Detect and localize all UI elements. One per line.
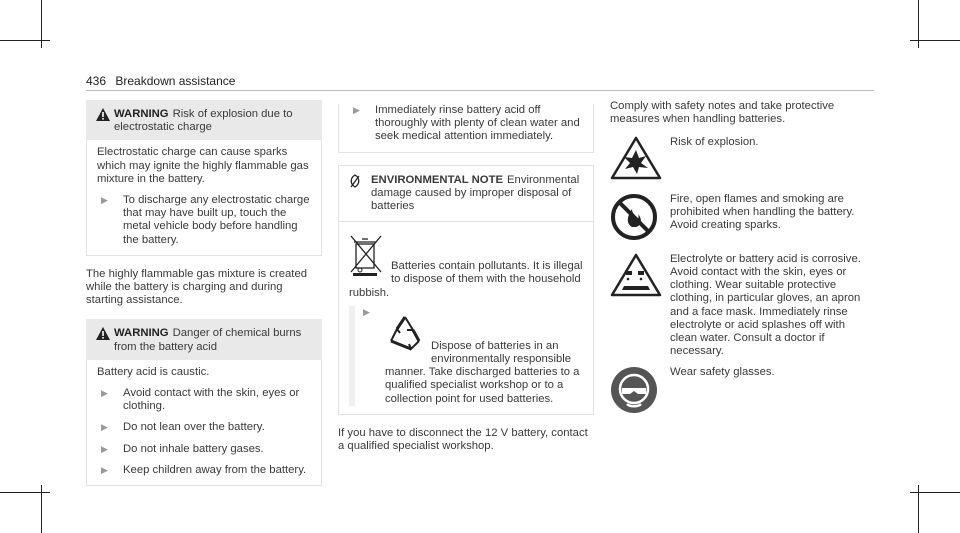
warning-text: Battery acid is caustic. xyxy=(97,365,210,378)
explosion-icon xyxy=(610,136,662,184)
column-3 xyxy=(610,100,874,427)
note-header xyxy=(338,165,594,223)
note-label: ENVIRONMENTAL NOTE xyxy=(371,173,504,186)
warning-body xyxy=(86,360,322,486)
safety-item: Wear safety glasses. xyxy=(610,366,874,418)
warning-text: Electrostatic charge can cause sparks which may ignite the highly flammable gas mixture in the battery. xyxy=(97,146,309,185)
warning-triangle-icon xyxy=(96,108,114,134)
list-item: ▶ Avoid contact with the skin, eyes or clothing. xyxy=(97,387,311,413)
crop-mark xyxy=(0,40,50,41)
note-body xyxy=(338,222,594,415)
corrosive-icon xyxy=(610,253,662,359)
header-rule xyxy=(86,90,874,91)
list-item: ▶ Do not inhale battery gases. xyxy=(97,443,311,456)
section-title: Breakdown assistance xyxy=(115,74,236,88)
column-2 xyxy=(338,100,594,453)
list-item: ▶ Immediately rinse battery acid off thoroughly with plenty of clean water and seek medical attention immediately. xyxy=(349,104,583,144)
page-header xyxy=(86,74,235,88)
warning-explosion xyxy=(86,100,322,256)
environment-leaf-icon xyxy=(349,174,371,214)
safety-item: Risk of explosion. xyxy=(610,136,874,184)
arrow-bullet-icon: ▶ xyxy=(101,422,108,433)
warning-continued xyxy=(338,104,594,153)
arrow-bullet-icon: ▶ xyxy=(101,443,108,454)
no-fire-icon xyxy=(610,193,662,245)
arrow-bullet-icon: ▶ xyxy=(101,388,108,399)
paragraph: Comply with safety notes and take protective measures when handling batteries. xyxy=(610,100,835,126)
paragraph: If you have to disconnect the 12 V battery, contact a qualified specialist workshop. xyxy=(338,426,588,453)
warning-title: Danger of chemical burns from the battery acid xyxy=(114,327,302,353)
warning-title: Risk of explosion due to electrostatic charge xyxy=(114,108,293,134)
list-item: ▶ To discharge any electrostatic charge that may have built up, touch the metal vehicle body before handling the battery. xyxy=(97,194,311,247)
warning-header xyxy=(86,100,322,140)
warning-label: WARNING xyxy=(114,108,169,120)
safety-glasses-icon xyxy=(610,366,662,418)
crossed-bin-icon xyxy=(349,234,383,280)
paragraph: The highly flammable gas mixture is created while the battery is charging and during starting assistance. xyxy=(86,267,308,307)
list-item: ▶ Dispose of batteries in an environmentally responsible manner. Take discharged batteries to a qualified specialist workshop or to a collection point for used batteries. xyxy=(349,306,583,406)
crop-mark xyxy=(910,492,960,493)
warning-body xyxy=(86,140,322,255)
note-text: Batteries contain pollutants. It is illegal to dispose of them with the household rubbish. xyxy=(349,260,583,299)
arrow-bullet-icon: ▶ xyxy=(363,306,370,317)
warning-chemical-burns xyxy=(86,319,322,486)
safety-item: Electrolyte or battery acid is corrosive. Avoid contact with the skin, eyes or clothing. Wear suitable protective clothing, in particular gloves, an apron and a face mask. Immediately rinse electrolyte or acid splashes off with clean water. Consult a doctor if necessary. xyxy=(610,253,874,359)
environmental-note xyxy=(338,165,594,415)
arrow-bullet-icon: ▶ xyxy=(353,105,360,115)
crop-mark xyxy=(910,40,960,41)
arrow-bullet-icon: ▶ xyxy=(101,464,108,475)
note-title: Environmental damage caused by improper disposal of batteries xyxy=(371,173,580,213)
arrow-bullet-icon: ▶ xyxy=(101,195,108,206)
warning-label: WARNING xyxy=(114,327,169,340)
safety-item: Fire, open flames and smoking are prohibited when handling the battery. Avoid creating sparks. xyxy=(610,193,874,245)
list-item: ▶ Do not lean over the battery. xyxy=(97,421,311,434)
warning-header xyxy=(86,319,322,359)
column-1 xyxy=(86,100,322,486)
list-item: ▶ Keep children away from the battery. xyxy=(97,464,311,477)
page-number: 436 xyxy=(86,74,107,88)
crop-mark xyxy=(0,492,50,493)
warning-triangle-icon xyxy=(96,327,114,353)
recycle-icon xyxy=(385,314,425,356)
